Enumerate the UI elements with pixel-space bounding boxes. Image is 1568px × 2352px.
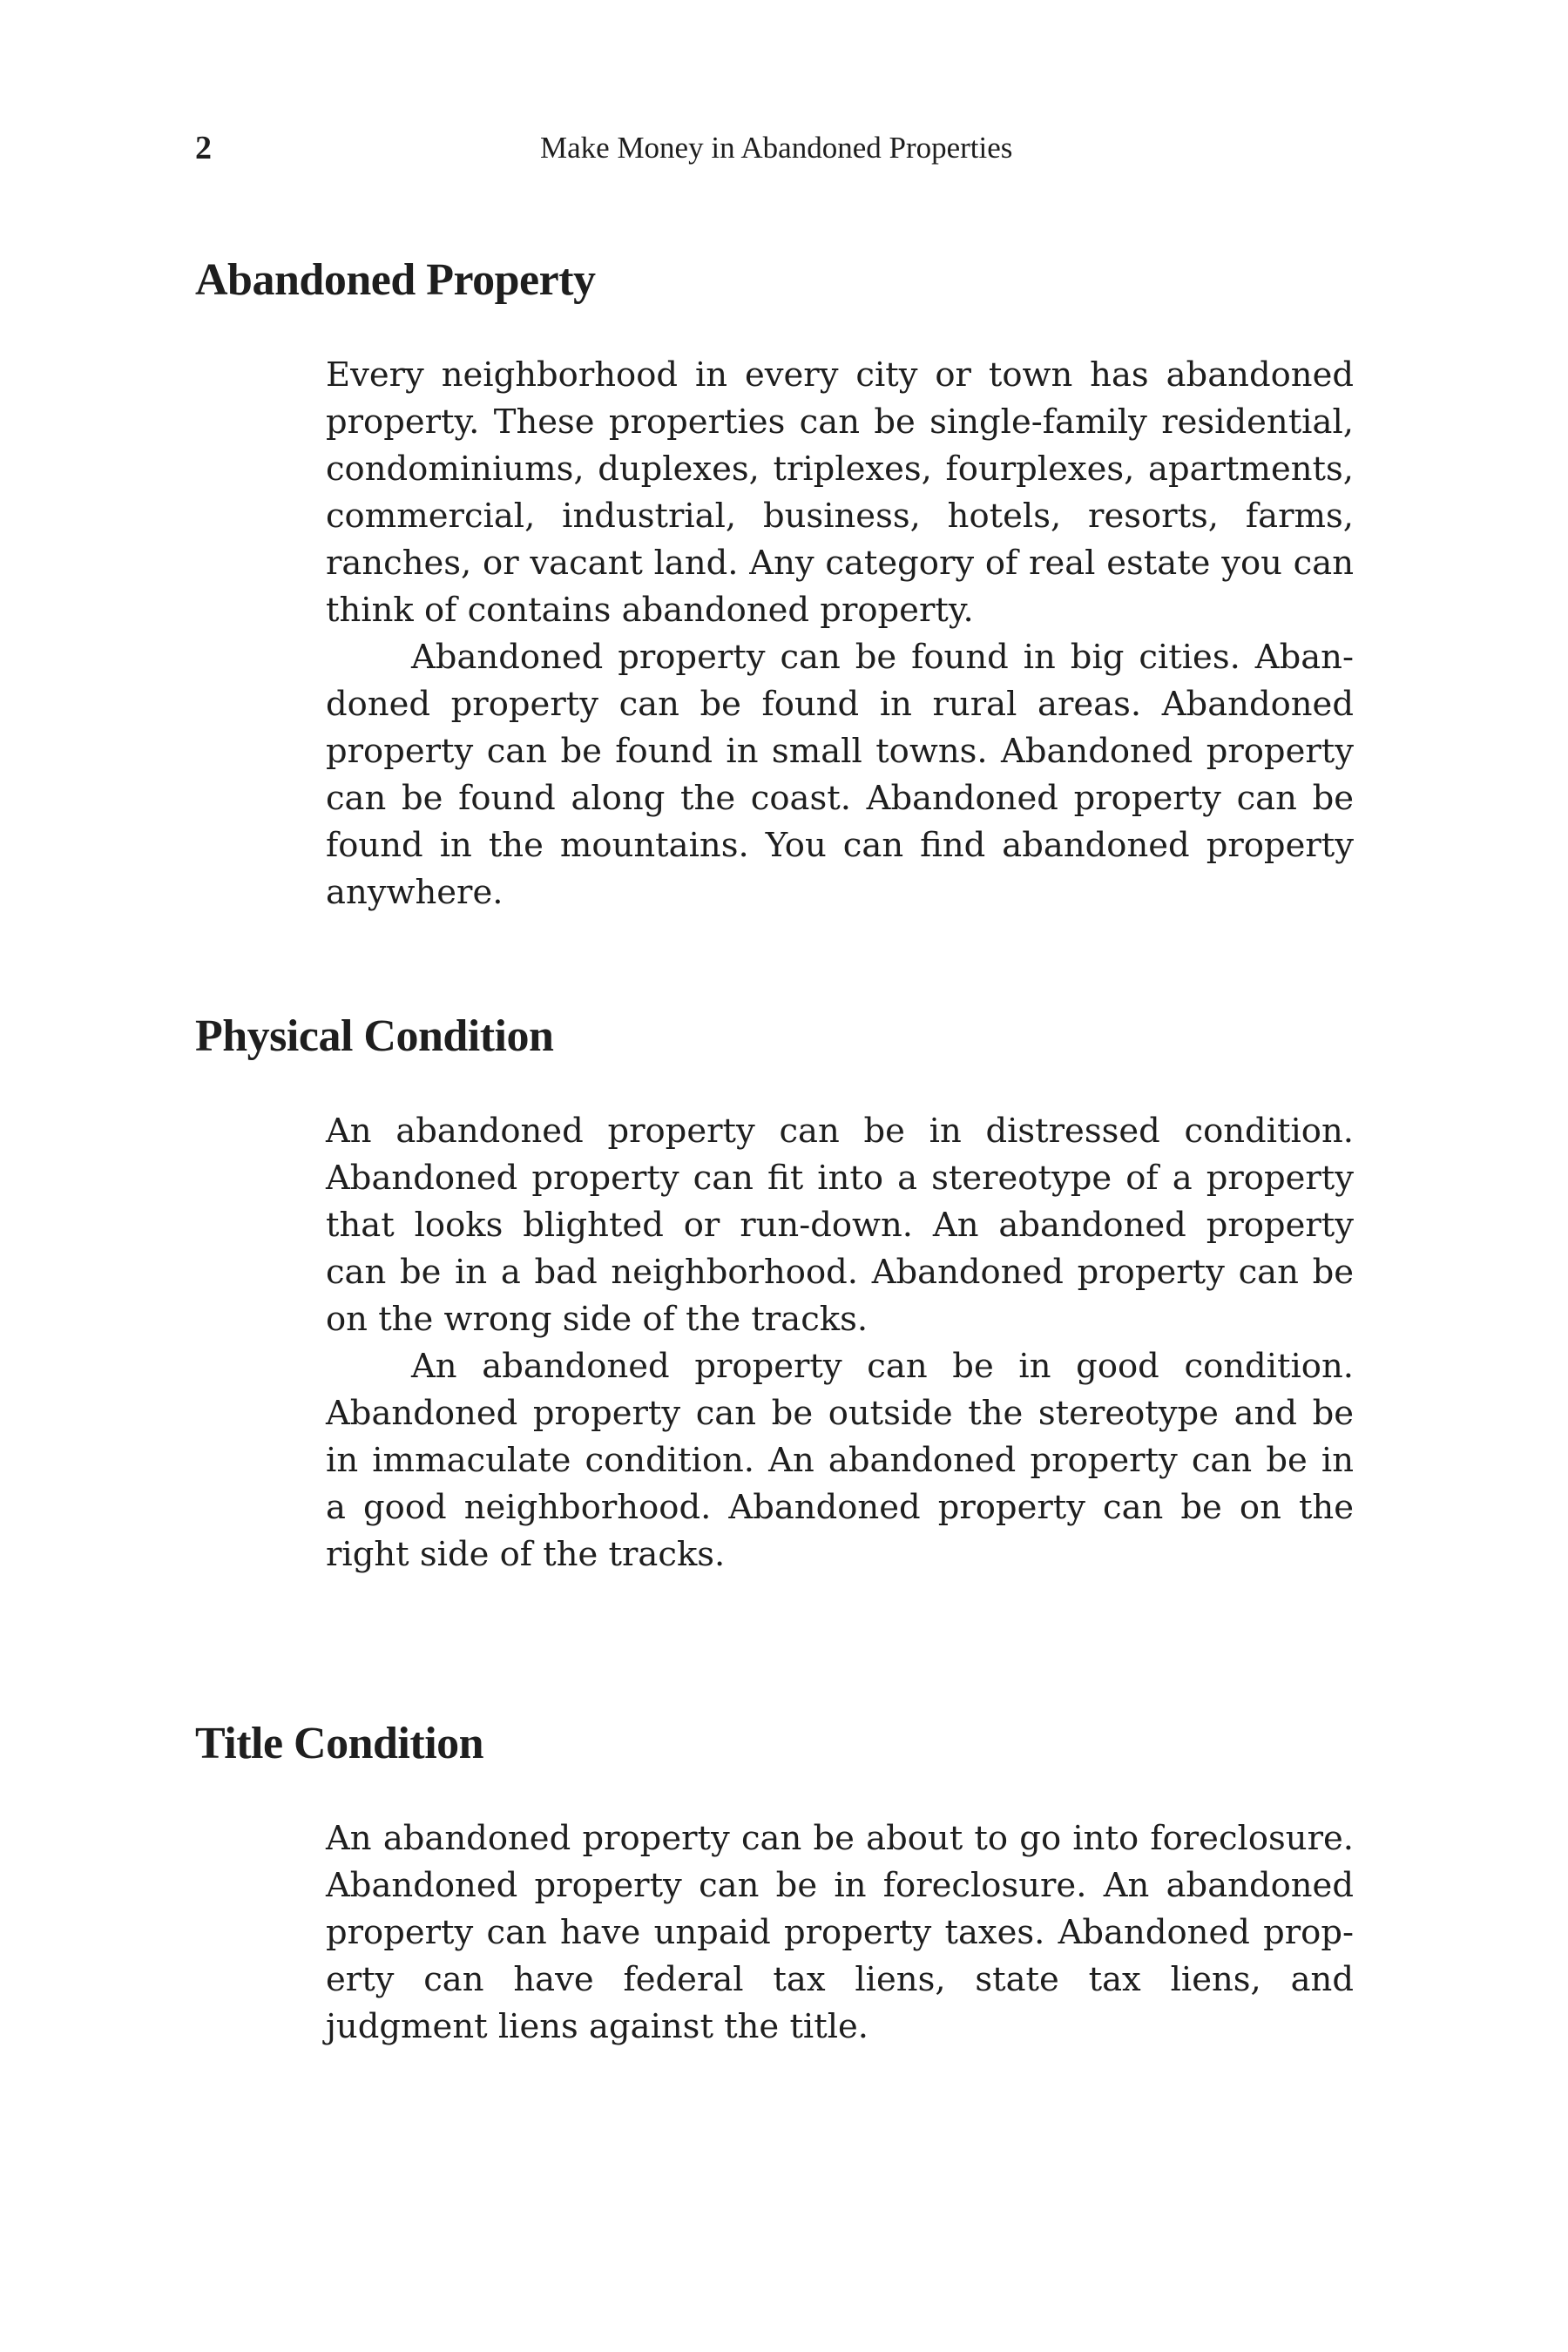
paragraph: Abandoned property can be found in big cities. Abandoned property can be found in rural areas. Abandoned property can be found in small towns. Abandoned property can be found along the coast. Abandoned property can be found in the mountains. You can find abandoned property anywhere. (326, 638, 1354, 912)
page-number: 2 (195, 130, 212, 166)
section-body (326, 1815, 1354, 2051)
section-title-condition (195, 1716, 1362, 2051)
section-body (326, 1108, 1354, 1578)
section-physical-condition (195, 1009, 1362, 1578)
running-header-title: Make Money in Abandoned Properties (540, 131, 1013, 165)
paragraph: An abandoned property can be about to go into foreclosure. Abandoned property can be in foreclosure. An abandoned property can have unpaid property taxes. Abandoned property can have federal tax liens, state tax liens, and judgment liens against the title. (326, 1819, 1354, 2046)
paragraph: An abandoned property can be in distressed condition. Abandoned property can fit into a stereotype of a property that looks blighted or run-down. An abandoned property can be in a bad neighborhood. Abandoned property can be on the wrong side of the tracks. (326, 1112, 1354, 1339)
section-heading: Abandoned Property (195, 255, 596, 305)
section-abandoned-property (195, 253, 1362, 916)
section-heading: Title Condition (195, 1719, 484, 1768)
section-body (326, 352, 1354, 916)
paragraph: Every neighborhood in every city or town has abandoned property. These properties can be single-family residential, condominiums, duplexes, triplexes, fourplexes, apartments, commercial, industrial, business, hotels, resorts, farms, ranches, or vacant land. Any category of real estate you can think of contains abandoned property. (326, 355, 1354, 630)
section-heading: Physical Condition (195, 1011, 554, 1061)
paragraph: An abandoned property can be in good condition. Abandoned property can be outside the stereotype and be in immaculate condition. An abandoned property can be in a good neighborhood. Abandoned property can be on the right side of the tracks. (326, 1347, 1354, 1574)
